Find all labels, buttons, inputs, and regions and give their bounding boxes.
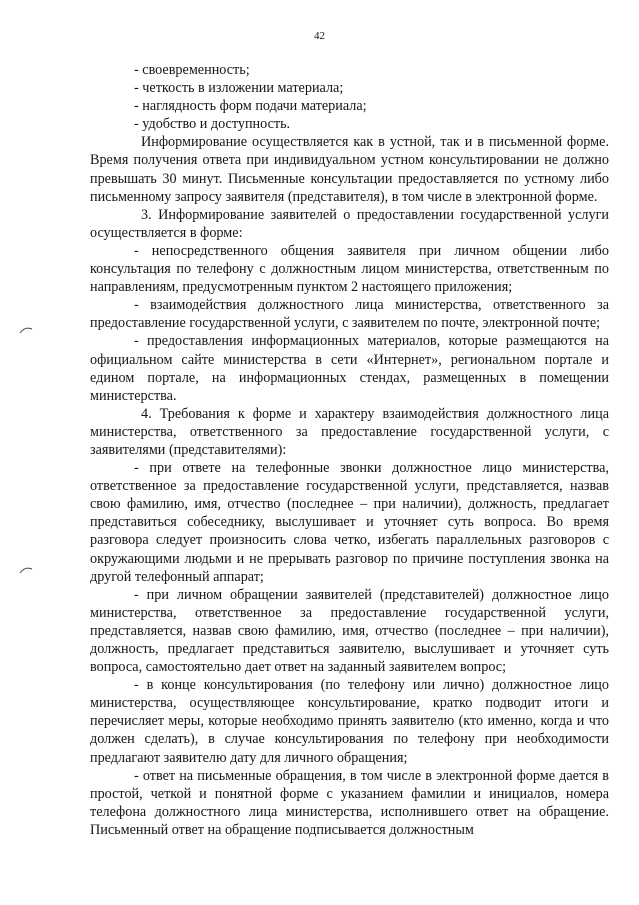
list-item: - при ответе на телефонные звонки должностное лицо министерства, ответственное за предоставление государственной услуги, представляется, назвав свою фамилию, имя, отчество (последнее – при наличии), должность, предлагает представиться собеседнику, выслушивает и уточняет суть вопроса. Во время разговора следует произносить слова четко, избегать параллельных разговоров с окружающими людьми и не прерывать разговор по причине поступления звонка на другой телефонный аппарат; <box>90 460 609 585</box>
list-item: - непосредственного общения заявителя при личном общении либо консультация по телефону с должностным лицом министерства, ответственным по направлениям, предусмотренным пунктом 2 настоящего приложения; <box>90 242 609 296</box>
list-item: - предоставления информационных материалов, которые размещаются на официальном сайте министерства в сети «Интернет», региональном портале и едином портале, на информационных стендах, размещенных в помещении министерства. <box>90 333 609 404</box>
list-item: - в конце консультирования (по телефону или лично) должностное лицо министерства, осуществляющее консультирование, кратко подводит итоги и перечисляет меры, которые необходимо принять заявителю (кто именно, когда и что должен сделать), в случае консультирования по телефону при необходимости предлагают заявителю дату для личного обращения; <box>90 677 609 766</box>
margin-binding-mark <box>19 326 33 334</box>
paragraph: Информирование осуществляется как в устной, так и в письменной форме. Время получения ответа при индивидуальном устном консультировании не должно превышать 30 минут. Письменные консультации предоставляется по устному либо письменному запросу заявителя (представителя), в том числе в электронной форме. <box>90 134 609 205</box>
paragraph: 3. Информирование заявителей о предоставлении государственной услуги осуществляется в форме: <box>90 206 609 241</box>
list-item: - взаимодействия должностного лица министерства, ответственного за предоставление государственной услуги, с заявителем по почте, электронной почте; <box>90 297 609 332</box>
list-item: - ответ на письменные обращения, в том числе в электронной форме дается в простой, четкой и понятной форме с указанием фамилии и инициалов, номера телефона должностного лица министерства, исполнившего ответ на обращение. Письменный ответ на обращение подписывается должностным <box>90 767 609 838</box>
list-item: - четкость в изложении материала; <box>134 80 344 97</box>
list-item: - наглядность форм подачи материала; <box>134 98 367 115</box>
list-item: - при личном обращении заявителей (представителей) должностное лицо министерства, ответственное за предоставление государственной услуги, представляется, назвав свою фамилию, имя, отчество (последнее – при наличии), должность, предлагает представиться заявителю, выслушивает и уточняет суть вопроса, самостоятельно дает ответ на заданный заявителем вопрос; <box>90 586 609 676</box>
margin-binding-mark <box>19 566 33 574</box>
list-item: - удобство и доступность. <box>134 116 291 133</box>
page-number: 42 <box>314 30 325 42</box>
paragraph: 4. Требования к форме и характеру взаимодействия должностного лица министерства, ответственного за предоставление государственной услуги, с заявителями (представителями): <box>90 405 609 458</box>
list-item: - своевременность; <box>134 62 250 78</box>
document-body <box>90 61 609 839</box>
